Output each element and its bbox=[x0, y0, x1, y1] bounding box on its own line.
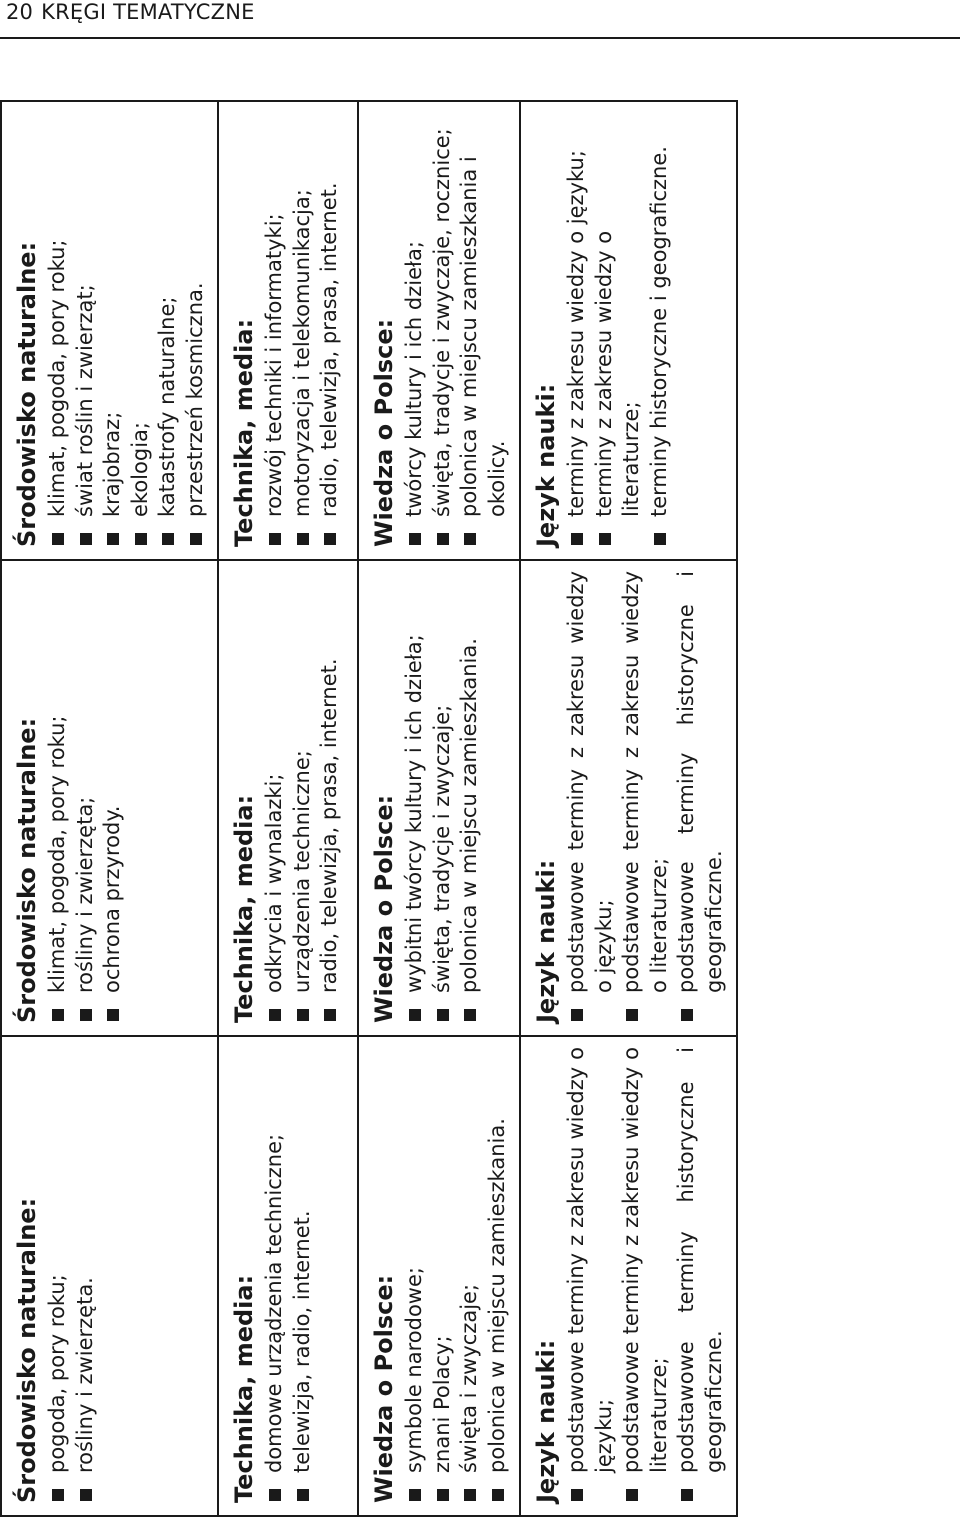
list-item-text: ochrona przyrody. bbox=[100, 805, 124, 993]
table-row-srodowisko-naturalne bbox=[1, 101, 218, 1516]
list-item-text: podstawowe terminy z zakresu wiedzy o literaturze; bbox=[619, 1047, 671, 1473]
square-bullet-icon bbox=[409, 533, 421, 545]
list-item-text: święta, tradycje i zwyczaje, rocznice; bbox=[429, 128, 454, 517]
square-bullet-icon bbox=[135, 533, 147, 545]
list-item-text: terminy z zakresu wiedzy o literaturze; bbox=[591, 230, 643, 517]
page-header bbox=[0, 0, 960, 40]
list-item-text: katastrofy naturalne; bbox=[155, 296, 179, 517]
section-title: Technika, media: bbox=[230, 318, 258, 547]
section-item-list bbox=[44, 112, 209, 547]
section-item-list bbox=[563, 1047, 728, 1503]
list-item bbox=[563, 1047, 618, 1503]
section-item-list bbox=[44, 1047, 99, 1503]
list-item-text: znani Polacy; bbox=[429, 1335, 454, 1473]
square-bullet-icon bbox=[269, 1009, 281, 1021]
square-bullet-icon bbox=[297, 1489, 309, 1501]
list-item-text: ekologia; bbox=[127, 422, 152, 517]
cell-level-1-technika-media bbox=[218, 1036, 358, 1516]
list-item-text: telewizja, radio, internet. bbox=[289, 1210, 314, 1473]
square-bullet-icon bbox=[599, 533, 611, 545]
list-item bbox=[72, 112, 100, 547]
square-bullet-icon bbox=[681, 1009, 693, 1021]
list-item-text: święta i zwyczaje; bbox=[457, 1283, 481, 1473]
list-item bbox=[154, 112, 182, 547]
list-item-text: twórcy kultury i ich dzieła; bbox=[402, 241, 426, 517]
table-row-wiedza-o-polsce bbox=[358, 101, 520, 1516]
list-item-text: radio, telewizja, prasa, internet. bbox=[317, 182, 341, 517]
list-item bbox=[401, 112, 429, 547]
list-item-text: rośliny i zwierzęta; bbox=[72, 796, 97, 993]
list-item bbox=[618, 571, 673, 1023]
section-item-list bbox=[401, 112, 511, 547]
cell-level-2-jezyk-nauki bbox=[520, 560, 737, 1036]
list-item bbox=[429, 1047, 457, 1503]
list-item bbox=[673, 1047, 728, 1503]
list-item bbox=[99, 112, 127, 547]
list-item bbox=[429, 112, 457, 547]
list-item bbox=[261, 112, 289, 547]
list-item bbox=[591, 112, 646, 547]
square-bullet-icon bbox=[297, 1009, 309, 1021]
square-bullet-icon bbox=[80, 533, 92, 545]
list-item-text: polonica w miejscu zamieszkania. bbox=[457, 638, 481, 993]
section-title: Język nauki: bbox=[532, 1339, 560, 1503]
square-bullet-icon bbox=[654, 533, 666, 545]
square-bullet-icon bbox=[52, 1489, 64, 1501]
square-bullet-icon bbox=[464, 533, 476, 545]
thematic-grid bbox=[0, 100, 738, 1517]
list-item bbox=[401, 571, 429, 1023]
square-bullet-icon bbox=[269, 1489, 281, 1501]
page-header-title: KRĘGI TEMATYCZNE bbox=[41, 0, 255, 24]
list-item bbox=[316, 571, 344, 1023]
section-title: Wiedza o Polsce: bbox=[370, 1274, 398, 1503]
section-item-list bbox=[401, 571, 484, 1023]
square-bullet-icon bbox=[571, 533, 583, 545]
list-item bbox=[289, 571, 317, 1023]
square-bullet-icon bbox=[626, 1009, 638, 1021]
section-title: Język nauki: bbox=[532, 383, 560, 547]
list-item bbox=[261, 571, 289, 1023]
thematic-circles-table bbox=[0, 102, 726, 1517]
page-number: 20 bbox=[6, 0, 34, 24]
list-item-text: radio, telewizja, prasa, internet. bbox=[317, 658, 341, 993]
square-bullet-icon bbox=[437, 1009, 449, 1021]
list-item bbox=[182, 112, 210, 547]
square-bullet-icon bbox=[571, 1489, 583, 1501]
list-item bbox=[289, 1047, 317, 1503]
list-item bbox=[316, 112, 344, 547]
section-title: Technika, media: bbox=[230, 794, 258, 1023]
square-bullet-icon bbox=[571, 1009, 583, 1021]
list-item-text: wybitni twórcy kultury i ich dzieła; bbox=[402, 634, 426, 993]
list-item-text: polonica w miejscu zamieszkania. bbox=[484, 1118, 509, 1473]
cell-level-3-jezyk-nauki bbox=[520, 101, 737, 560]
cell-level-1-jezyk-nauki bbox=[520, 1036, 737, 1516]
cell-level-1-srodowisko-naturalne bbox=[1, 1036, 218, 1516]
list-item bbox=[99, 571, 127, 1023]
section-item-list bbox=[563, 571, 728, 1023]
section-title: Wiedza o Polsce: bbox=[370, 794, 398, 1023]
section-title: Wiedza o Polsce: bbox=[370, 318, 398, 547]
list-item bbox=[401, 1047, 429, 1503]
page-header-text bbox=[6, 0, 255, 24]
list-item bbox=[563, 112, 591, 547]
section-item-list bbox=[44, 571, 127, 1023]
cell-level-2-srodowisko-naturalne bbox=[1, 560, 218, 1036]
list-item bbox=[72, 1047, 100, 1503]
list-item-text: motoryzacja i telekomunikacja; bbox=[289, 189, 314, 517]
cell-level-3-srodowisko-naturalne bbox=[1, 101, 218, 560]
square-bullet-icon bbox=[626, 1489, 638, 1501]
list-item-text: podstawowe terminy z zakresu wiedzy o języku; bbox=[564, 571, 616, 993]
list-item-text: rozwój techniki i informatyki; bbox=[262, 213, 286, 517]
square-bullet-icon bbox=[324, 1009, 336, 1021]
square-bullet-icon bbox=[107, 1009, 119, 1021]
square-bullet-icon bbox=[107, 533, 119, 545]
list-item bbox=[646, 112, 674, 547]
table-row-jezyk-nauki bbox=[520, 101, 737, 1516]
section-title: Środowisko naturalne: bbox=[13, 241, 41, 547]
section-item-list bbox=[563, 112, 673, 547]
square-bullet-icon bbox=[324, 533, 336, 545]
list-item bbox=[72, 571, 100, 1023]
list-item bbox=[44, 571, 72, 1023]
list-item-text: klimat, pogoda, pory roku; bbox=[45, 715, 69, 993]
square-bullet-icon bbox=[52, 1009, 64, 1021]
list-item-text: symbole narodowe; bbox=[402, 1267, 426, 1473]
list-item-text: polonica w miejscu zamieszkania i okolicy. bbox=[457, 156, 509, 517]
list-item-text: świat roślin i zwierząt; bbox=[72, 284, 97, 517]
square-bullet-icon bbox=[52, 533, 64, 545]
list-item bbox=[673, 571, 728, 1023]
square-bullet-icon bbox=[162, 533, 174, 545]
list-item-text: przestrzeń kosmiczna. bbox=[182, 282, 207, 517]
list-item-text: klimat, pogoda, pory roku; bbox=[45, 239, 69, 517]
square-bullet-icon bbox=[681, 1489, 693, 1501]
square-bullet-icon bbox=[492, 1489, 504, 1501]
list-item-text: rośliny i zwierzęta. bbox=[72, 1277, 97, 1473]
list-item-text: podstawowe terminy z zakresu wiedzy o literaturze; bbox=[619, 571, 671, 993]
list-item-text: urządzenia techniczne; bbox=[289, 750, 314, 993]
square-bullet-icon bbox=[269, 533, 281, 545]
list-item bbox=[429, 571, 457, 1023]
square-bullet-icon bbox=[437, 1489, 449, 1501]
list-item-text: podstawowe terminy z zakresu wiedzy o języku; bbox=[564, 1047, 616, 1473]
list-item-text: pogoda, pory roku; bbox=[45, 1274, 69, 1473]
square-bullet-icon bbox=[297, 533, 309, 545]
section-title: Technika, media: bbox=[230, 1274, 258, 1503]
cell-level-2-technika-media bbox=[218, 560, 358, 1036]
list-item bbox=[127, 112, 155, 547]
cell-level-1-wiedza-o-polsce bbox=[358, 1036, 520, 1516]
list-item-text: terminy z zakresu wiedzy o języku; bbox=[564, 150, 588, 517]
section-title: Język nauki: bbox=[532, 859, 560, 1023]
list-item bbox=[44, 112, 72, 547]
square-bullet-icon bbox=[409, 1489, 421, 1501]
header-rule bbox=[0, 37, 960, 39]
list-item-text: domowe urządzenia techniczne; bbox=[262, 1133, 286, 1473]
table-row-technika-media bbox=[218, 101, 358, 1516]
list-item bbox=[289, 112, 317, 547]
section-item-list bbox=[261, 1047, 316, 1503]
cell-level-3-wiedza-o-polsce bbox=[358, 101, 520, 560]
section-item-list bbox=[261, 112, 344, 547]
section-title: Środowisko naturalne: bbox=[13, 1197, 41, 1503]
list-item-text: terminy historyczne i geograficzne. bbox=[646, 146, 671, 517]
section-item-list bbox=[261, 571, 344, 1023]
square-bullet-icon bbox=[437, 533, 449, 545]
list-item-text: krajobraz; bbox=[100, 411, 124, 517]
square-bullet-icon bbox=[464, 1489, 476, 1501]
list-item bbox=[484, 1047, 512, 1503]
list-item-text: święta, tradycje i zwyczaje; bbox=[429, 704, 454, 993]
cell-level-2-wiedza-o-polsce bbox=[358, 560, 520, 1036]
list-item bbox=[456, 571, 484, 1023]
list-item-text: podstawowe terminy historyczne i geograficzne. bbox=[674, 571, 726, 993]
section-title: Środowisko naturalne: bbox=[13, 717, 41, 1023]
list-item-text: podstawowe terminy historyczne i geograficzne. bbox=[674, 1047, 726, 1473]
list-item bbox=[261, 1047, 289, 1503]
section-item-list bbox=[401, 1047, 511, 1503]
square-bullet-icon bbox=[190, 533, 202, 545]
list-item bbox=[563, 571, 618, 1023]
square-bullet-icon bbox=[80, 1009, 92, 1021]
list-item bbox=[456, 1047, 484, 1503]
square-bullet-icon bbox=[464, 1009, 476, 1021]
square-bullet-icon bbox=[80, 1489, 92, 1501]
list-item bbox=[456, 112, 511, 547]
list-item-text: odkrycia i wynalazki; bbox=[262, 773, 286, 993]
list-item bbox=[618, 1047, 673, 1503]
list-item bbox=[44, 1047, 72, 1503]
square-bullet-icon bbox=[409, 1009, 421, 1021]
cell-level-3-technika-media bbox=[218, 101, 358, 560]
